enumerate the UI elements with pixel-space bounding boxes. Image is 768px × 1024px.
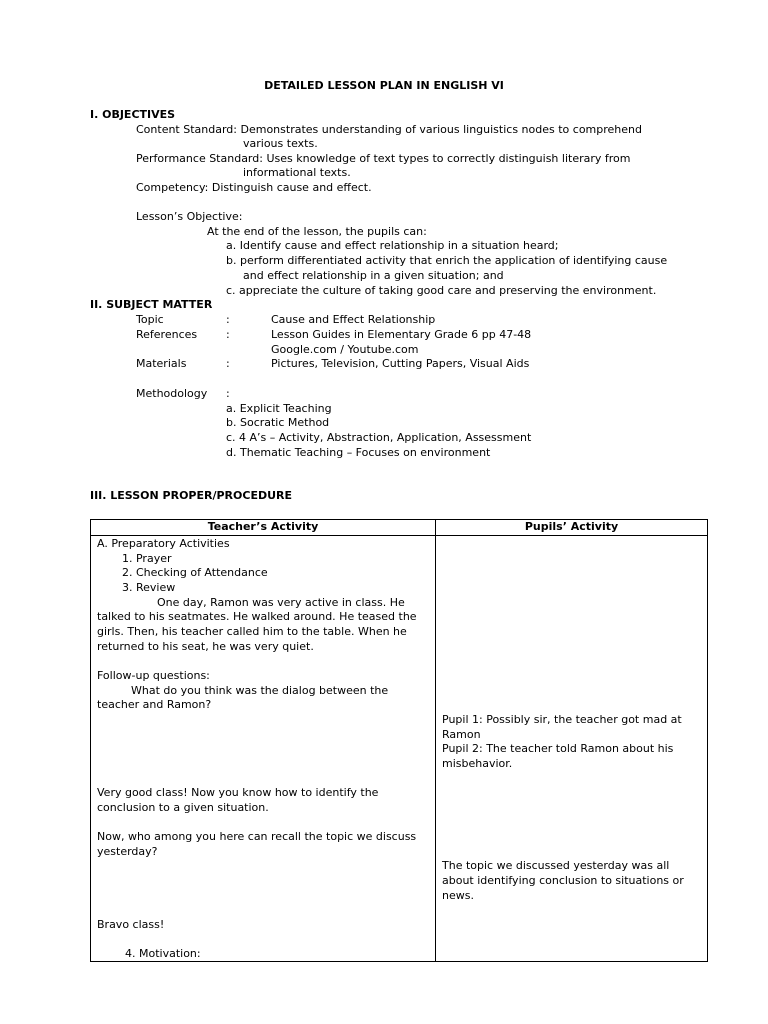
table-row: [91, 536, 708, 962]
topic-value: Cause and Effect Relationship: [271, 313, 436, 326]
references-label: References: [136, 328, 198, 341]
activity-table: [90, 519, 708, 962]
question-line: teacher and Ramon?: [97, 698, 212, 711]
pupils-activity-cell: [436, 536, 708, 962]
teacher-activity-header: Teacher’s Activity: [91, 520, 436, 536]
pupils-activity-header: Pupils’ Activity: [436, 520, 708, 536]
content-standard-cont: various texts.: [243, 137, 318, 150]
method-c: c. 4 A’s – Activity, Abstraction, Application, Assessment: [226, 431, 532, 444]
methodology-label: Methodology: [136, 387, 208, 400]
story-line: One day, Ramon was very active in class. He: [157, 596, 405, 609]
story-line: girls. Then, his teacher called him to the table. When he: [97, 625, 407, 638]
motivation-item: 4. Motivation:: [125, 947, 201, 960]
teacher-activity-cell: [91, 536, 436, 962]
method-a: a. Explicit Teaching: [226, 402, 332, 415]
content-standard: Content Standard: Demonstrates understanding of various linguistics nodes to comprehend: [136, 123, 642, 136]
performance-standard-cont: informational texts.: [243, 166, 351, 179]
topic-label: Topic: [136, 313, 164, 326]
objective-c: c. appreciate the culture of taking good care and preserving the environment.: [226, 284, 657, 297]
prayer-item: 1. Prayer: [122, 552, 172, 565]
recall-line: yesterday?: [97, 845, 158, 858]
pupil-response: Pupil 2: The teacher told Ramon about his: [442, 742, 674, 755]
pupil-response: news.: [442, 889, 474, 902]
objective-a: a. Identify cause and effect relationship in a situation heard;: [226, 239, 559, 252]
lesson-objective-label: Lesson’s Objective:: [136, 210, 243, 223]
references-value: Lesson Guides in Elementary Grade 6 pp 47-48: [271, 328, 532, 341]
materials-value: Pictures, Television, Cutting Papers, Visual Aids: [271, 357, 530, 370]
method-d: d. Thematic Teaching – Focuses on environment: [226, 446, 491, 459]
document-title: DETAILED LESSON PLAN IN ENGLISH VI: [264, 79, 504, 92]
recall-line: Now, who among you here can recall the topic we discuss: [97, 830, 417, 843]
competency: Competency: Distinguish cause and effect.: [136, 181, 372, 194]
pupil-response: The topic we discussed yesterday was all: [442, 859, 670, 872]
references-value-2: Google.com / Youtube.com: [271, 343, 419, 356]
references-colon: :: [226, 328, 230, 341]
topic-colon: :: [226, 313, 230, 326]
story-line: returned to his seat, he was very quiet.: [97, 640, 314, 653]
review-item: 3. Review: [122, 581, 176, 594]
preparatory-activities: A. Preparatory Activities: [97, 537, 230, 550]
subject-matter-heading: II. SUBJECT MATTER: [90, 298, 213, 311]
objective-b: b. perform differentiated activity that enrich the application of identifying cause: [226, 254, 668, 267]
performance-standard: Performance Standard: Uses knowledge of text types to correctly distinguish literary from: [136, 152, 631, 165]
attendance-item: 2. Checking of Attendance: [122, 566, 268, 579]
method-b: b. Socratic Method: [226, 416, 330, 429]
story-line: talked to his seatmates. He walked around. He teased the: [97, 610, 417, 623]
pupil-response: about identifying conclusion to situations or: [442, 874, 684, 887]
objectives-heading: I. OBJECTIVES: [90, 108, 176, 121]
lesson-objective-intro: At the end of the lesson, the pupils can:: [207, 225, 427, 238]
procedure-heading: III. LESSON PROPER/PROCEDURE: [90, 489, 293, 502]
pupil-response: Pupil 1: Possibly sir, the teacher got mad at: [442, 713, 682, 726]
followup-label: Follow-up questions:: [97, 669, 210, 682]
methodology-colon: :: [226, 387, 230, 400]
bravo-line: Bravo class!: [97, 918, 165, 931]
question-line: What do you think was the dialog between the: [131, 684, 389, 697]
pupil-response: misbehavior.: [442, 757, 513, 770]
pupil-response: Ramon: [442, 728, 481, 741]
praise-line: Very good class! Now you know how to identify the: [97, 786, 379, 799]
table-header-row: [91, 520, 708, 536]
praise-line: conclusion to a given situation.: [97, 801, 269, 814]
objective-b-cont: and effect relationship in a given situation; and: [243, 269, 504, 282]
materials-colon: :: [226, 357, 230, 370]
materials-label: Materials: [136, 357, 187, 370]
